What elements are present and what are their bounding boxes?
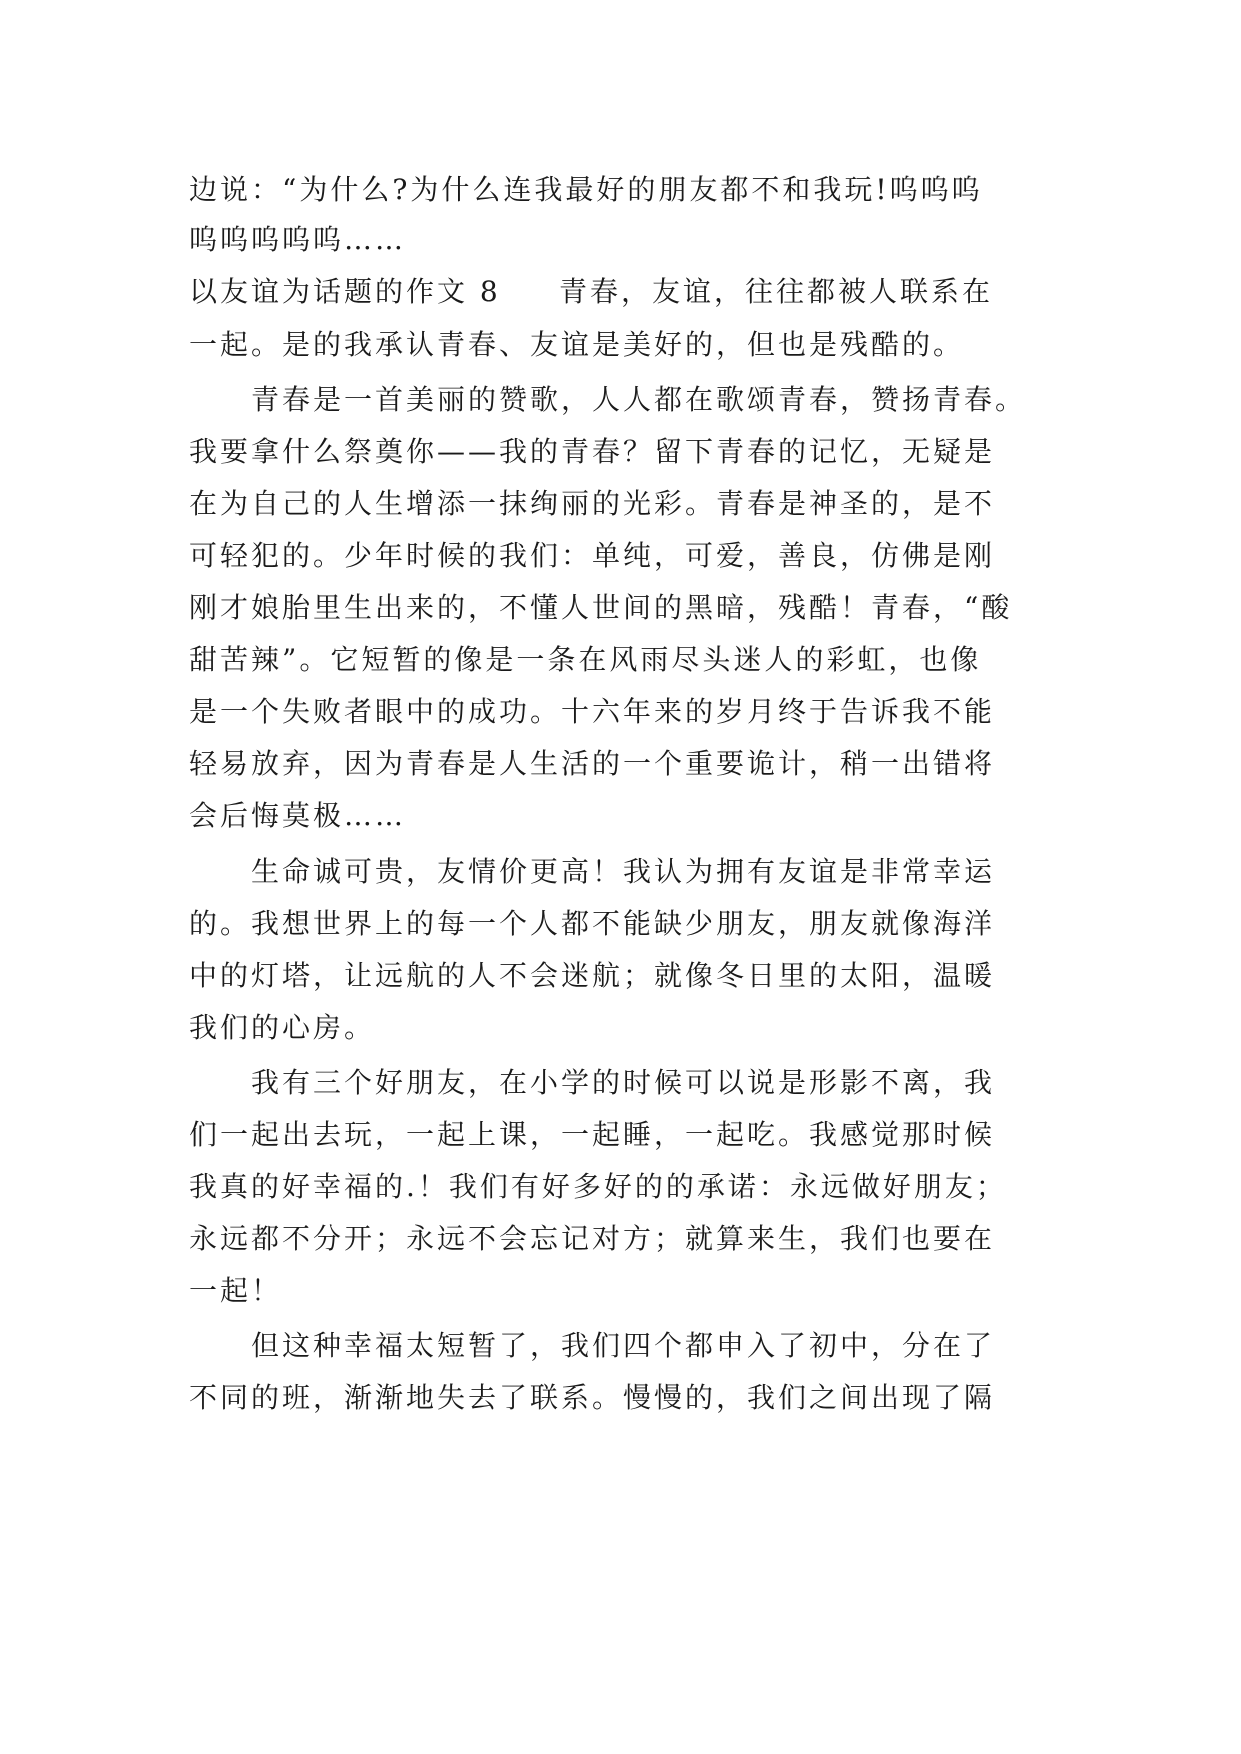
paragraph-line: 中的灯塔，让远航的人不会迷航；就像冬日里的太阳，温暖 xyxy=(189,959,996,992)
paragraph-line: 是一个失败者眼中的成功。十六年来的岁月终于告诉我不能 xyxy=(189,695,996,728)
section-title: 以友谊为话题的作文 8 xyxy=(189,275,501,308)
paragraph-line: 们一起出去玩，一起上课，一起睡，一起吃。我感觉那时候 xyxy=(189,1118,996,1151)
paragraph-line: 不同的班，渐渐地失去了联系。慢慢的，我们之间出现了隔 xyxy=(189,1381,996,1414)
paragraph-line: 在为自己的人生增添一抹绚丽的光彩。青春是神圣的，是不 xyxy=(189,487,996,520)
paragraph-line: 我真的好幸福的.！我们有好多好的的承诺：永远做好朋友； xyxy=(189,1170,1007,1203)
section-heading-line xyxy=(189,262,1049,322)
paragraph-line: 青春是一首美丽的赞歌，人人都在歌颂青春，赞扬青春。 xyxy=(251,383,1027,416)
text-line: 呜呜呜呜呜…… xyxy=(189,223,407,256)
text-line: 一起。是的我承认青春、友谊是美好的，但也是残酷的。 xyxy=(189,328,965,361)
paragraph-line: 刚才娘胎里生出来的，不懂人世间的黑暗，残酷！青春，“酸 xyxy=(189,591,1013,624)
paragraph-line: 永远都不分开；永远不会忘记对方；就算来生，我们也要在 xyxy=(189,1222,996,1255)
paragraph-line: 我们的心房。 xyxy=(189,1011,376,1044)
text-line: 青春，友谊，往往都被人联系在 xyxy=(559,275,994,308)
paragraph-line: 轻易放弃，因为青春是人生活的一个重要诡计，稍一出错将 xyxy=(189,747,996,780)
paragraph-line: 我有三个好朋友，在小学的时候可以说是形影不离，我 xyxy=(251,1066,996,1099)
paragraph-line: 会后悔莫极…… xyxy=(189,799,407,832)
paragraph-line: 我要拿什么祭奠你——我的青春？留下青春的记忆，无疑是 xyxy=(189,435,996,468)
paragraph-line: 但这种幸福太短暂了，我们四个都申入了初中，分在了 xyxy=(251,1329,996,1362)
paragraph-line: 的。我想世界上的每一个人都不能缺少朋友，朋友就像海洋 xyxy=(189,907,996,940)
paragraph-line: 生命诚可贵，友情价更高！我认为拥有友谊是非常幸运 xyxy=(251,855,996,888)
text-line: 边说：“为什么?为什么连我最好的朋友都不和我玩!呜呜呜 xyxy=(189,173,983,206)
paragraph-line: 甜苦辣”。它短暂的像是一条在风雨尽头迷人的彩虹，也像 xyxy=(189,643,982,676)
paragraph-line: 一起！ xyxy=(189,1274,283,1307)
paragraph-line: 可轻犯的。少年时候的我们：单纯，可爱，善良，仿佛是刚 xyxy=(189,539,996,572)
